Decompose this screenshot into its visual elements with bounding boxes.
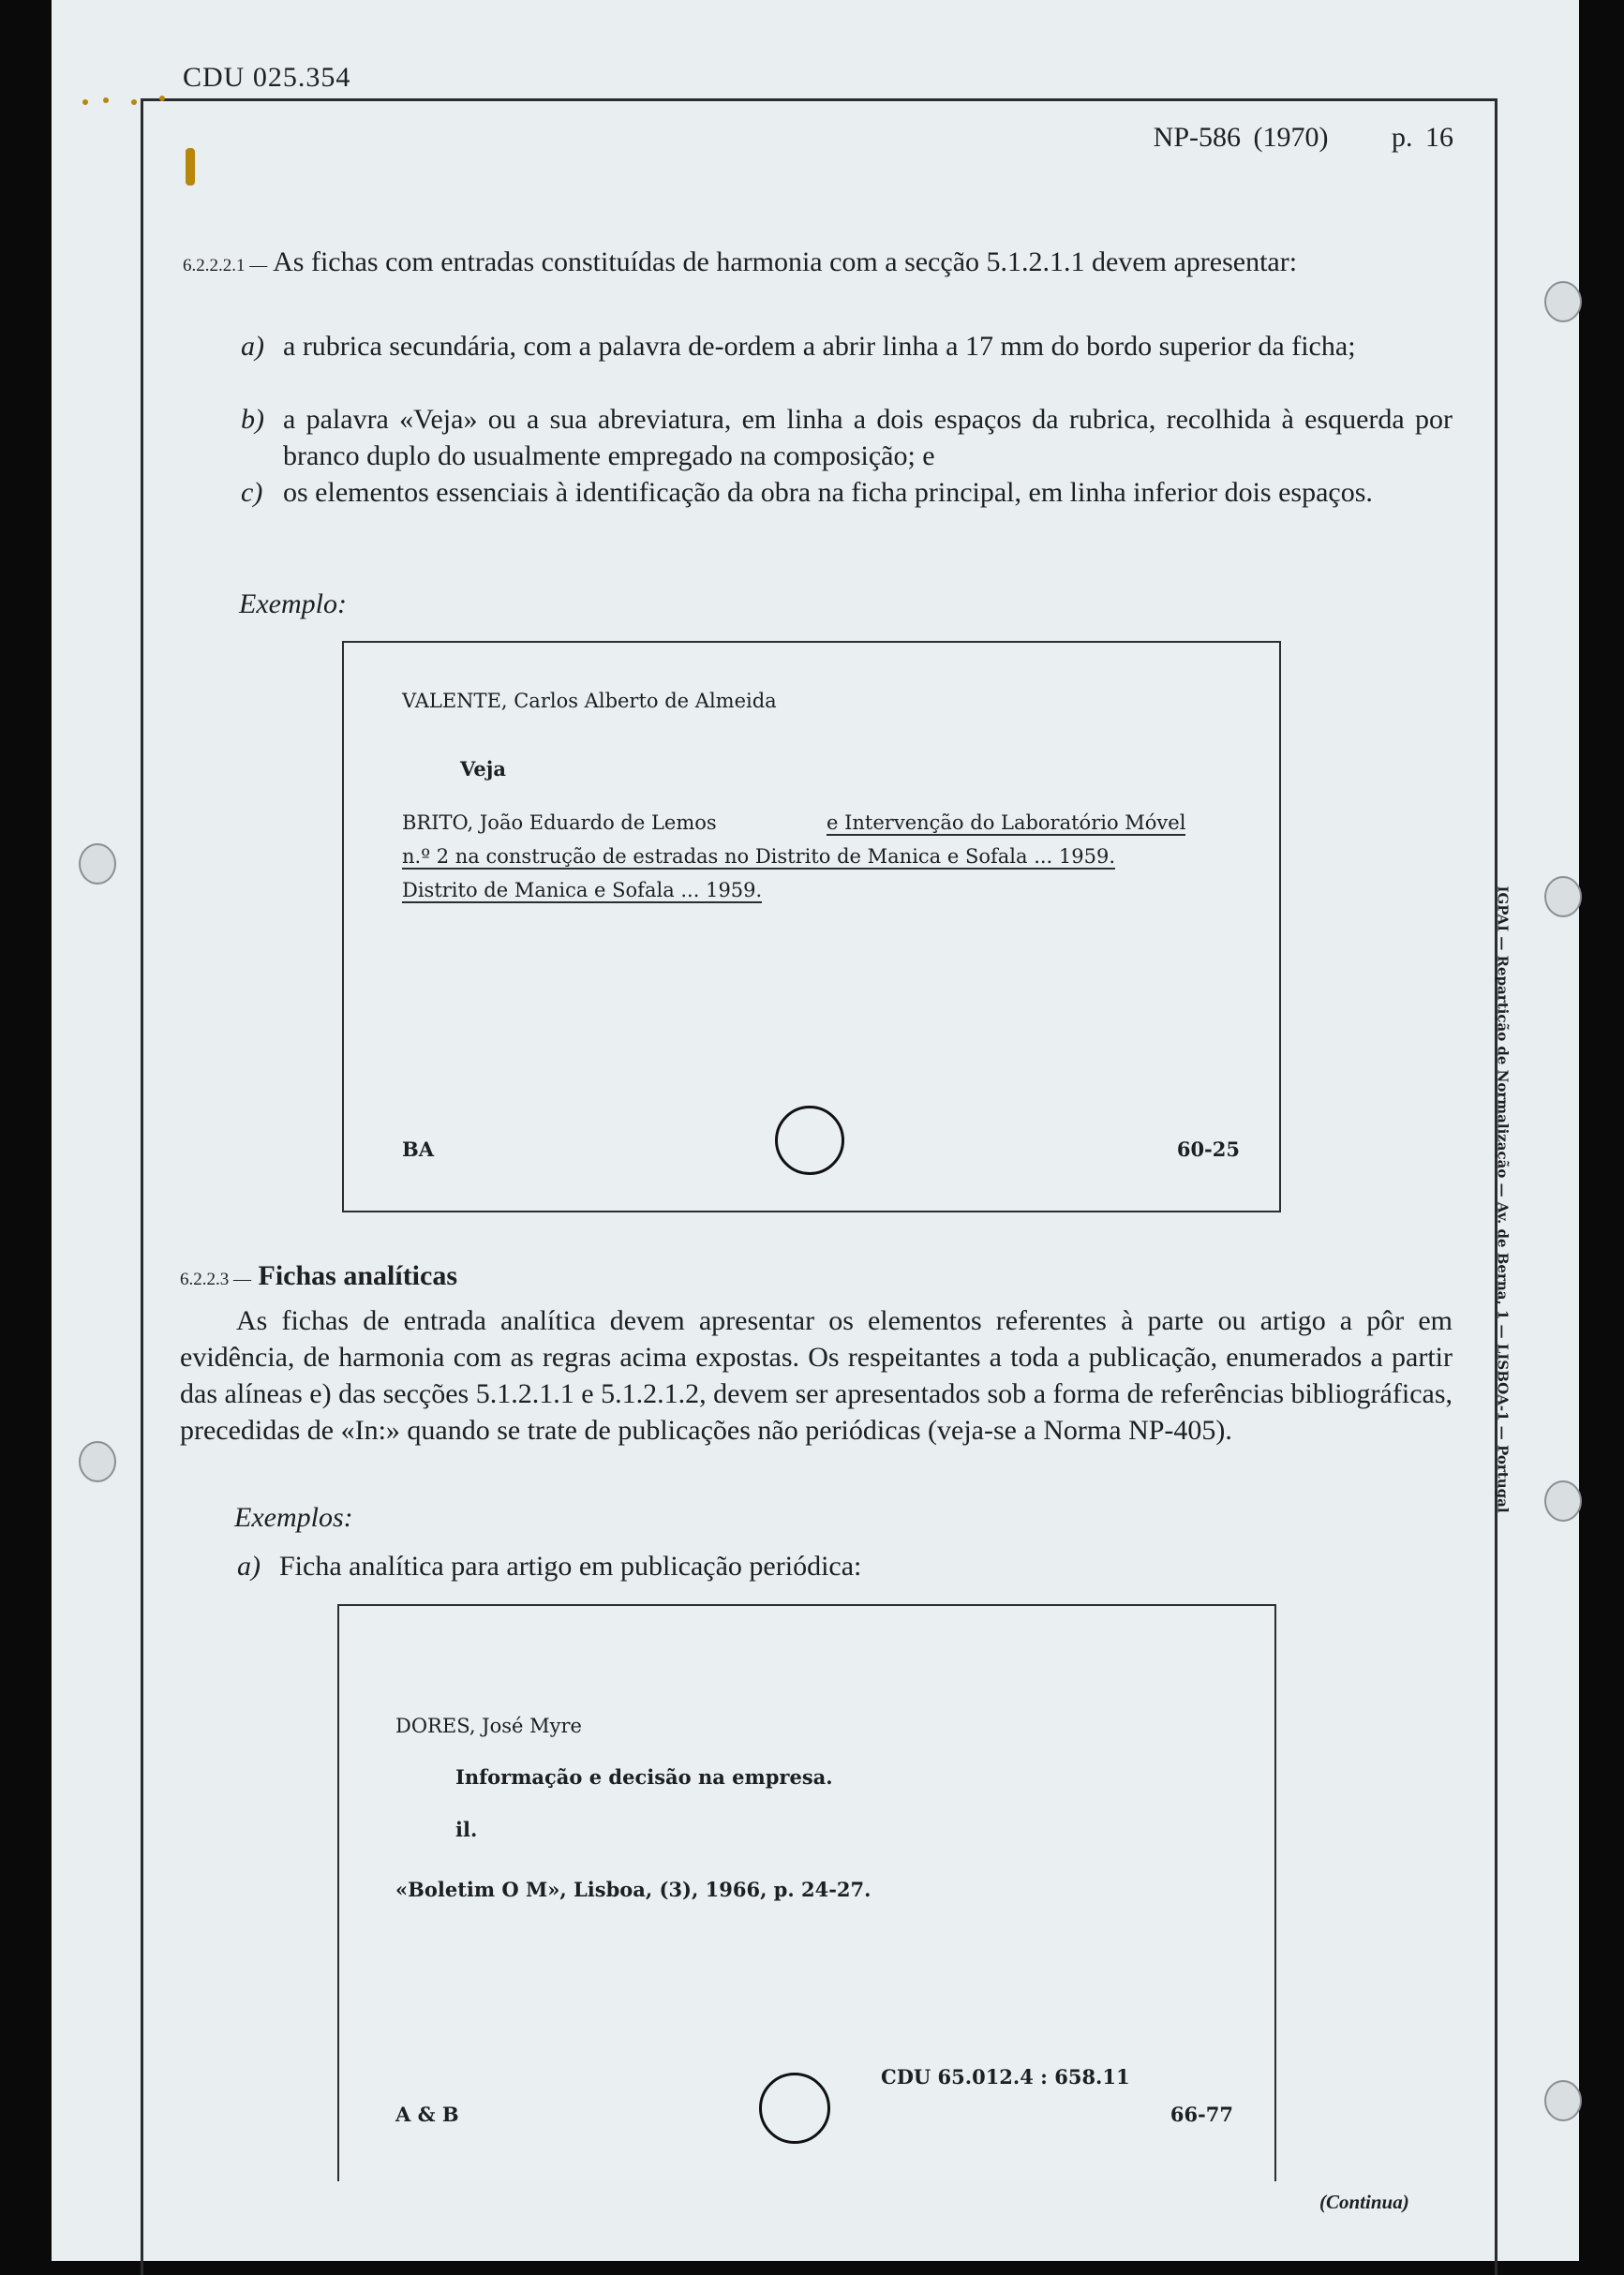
card-footer-right: 66-77 [1170, 2103, 1233, 2126]
section-6-2-2-3-heading [180, 1260, 457, 1292]
standard-reference: NP-586 (1970) [1153, 122, 1329, 153]
card-punch-hole [759, 2073, 830, 2144]
section-title: Fichas analíticas [258, 1260, 458, 1291]
page-header [1154, 122, 1453, 154]
card-footer-left: A & B [395, 2103, 459, 2126]
card-title-part: e Intervenção do Laboratório Móvel [827, 811, 1186, 834]
card-punch-hole [775, 1106, 844, 1175]
section-number: 6.2.2.2.1 — [183, 256, 268, 275]
catalog-card-analytic [337, 1604, 1276, 2181]
binder-hole [1544, 2080, 1582, 2121]
ink-dot [103, 97, 109, 103]
list-item-b [241, 401, 1453, 474]
ink-dot [131, 99, 137, 105]
section-6-2-2-2-1-intro [183, 244, 1453, 284]
item-text: a rubrica secundária, com a palavra de-ordem a abrir linha a 17 mm do bordo superior da ficha; [283, 331, 1356, 362]
card-title-end: Distrito de Manica e Sofala ... 1959. [402, 879, 763, 901]
catalog-card-see-reference [342, 641, 1281, 1212]
card-heading: DORES, José Myre [395, 1715, 582, 1737]
side-imprint [1486, 843, 1520, 1555]
list-item-a [241, 328, 1453, 364]
card-source: «Boletim O M», Lisboa, (3), 1966, p. 24-27. [395, 1878, 872, 1901]
binder-hole [79, 843, 116, 885]
card-title: Informação e decisão na empresa. [455, 1765, 833, 1789]
binder-hole [1544, 876, 1582, 917]
section-6-2-2-3-body: As fichas de entrada analítica devem apresentar os elementos referentes à parte ou artigo a pôr em evidência, de harmonia com as regras acima expostas. Os respeitantes a toda a publicação, enumerados a partir das alíneas e) das secções 5.1.2.1.1 e 5.1.2.1.2, devem ser apresentados sob a forma de referências bibliográficas, precedidas de «In:» quando se trate de publicações não periódicas (veja-se a Norma NP-405). [180, 1305, 1453, 1446]
example-item-a [237, 1548, 1404, 1584]
ink-dot [82, 99, 88, 105]
card-cdu: CDU 65.012.4 : 658.11 [881, 2065, 1130, 2089]
item-text: os elementos essenciais à identificação da obra na ficha principal, em linha inferior dois espaços. [283, 477, 1373, 508]
item-label: b) [241, 404, 264, 435]
card-footer-left: BA [402, 1138, 435, 1161]
list-item-c [241, 474, 1453, 511]
item-text: Ficha analítica para artigo em publicação periódica: [279, 1551, 862, 1582]
card-heading: VALENTE, Carlos Alberto de Almeida [402, 690, 777, 712]
item-label: a) [237, 1551, 261, 1582]
binder-hole [1544, 281, 1582, 322]
item-text: a palavra «Veja» ou a sua abreviatura, em linha a dois espaços da rubrica, recolhida à esquerda por branco duplo do usualmente empregado na composição; e [283, 404, 1453, 471]
card-illustrations: il. [455, 1818, 478, 1841]
continued-note: (Continua) [1319, 2191, 1409, 2213]
binder-hole [1544, 1480, 1582, 1522]
page-number: p. 16 [1392, 122, 1453, 153]
intro-text: As fichas com entradas constituídas de harmonia com a secção 5.1.2.1.1 devem apresentar: [273, 246, 1298, 277]
ink-mark [186, 148, 195, 186]
card-footer-right: 60-25 [1176, 1138, 1240, 1161]
example-label: Exemplo: [239, 588, 347, 619]
imprint-text: IGPAI — Repartição de Normalização — Av. de Berna, 1 — LISBOA-1 — Portugal [1495, 885, 1512, 1513]
card-see-word: Veja [460, 757, 506, 781]
card-author: BRITO, João Eduardo de Lemos [402, 811, 717, 834]
ink-dot [159, 96, 165, 101]
binder-hole [79, 1441, 116, 1482]
card-title-continuation: n.º 2 na construção de estradas no Distrito de Manica e Sofala ... 1959. [402, 845, 1116, 868]
item-label: c) [241, 477, 263, 508]
examples-label: Exemplos: [234, 1502, 353, 1533]
item-label: a) [241, 331, 264, 362]
cdu-classification: CDU 025.354 [183, 62, 351, 93]
section-number: 6.2.2.3 — [180, 1270, 251, 1289]
